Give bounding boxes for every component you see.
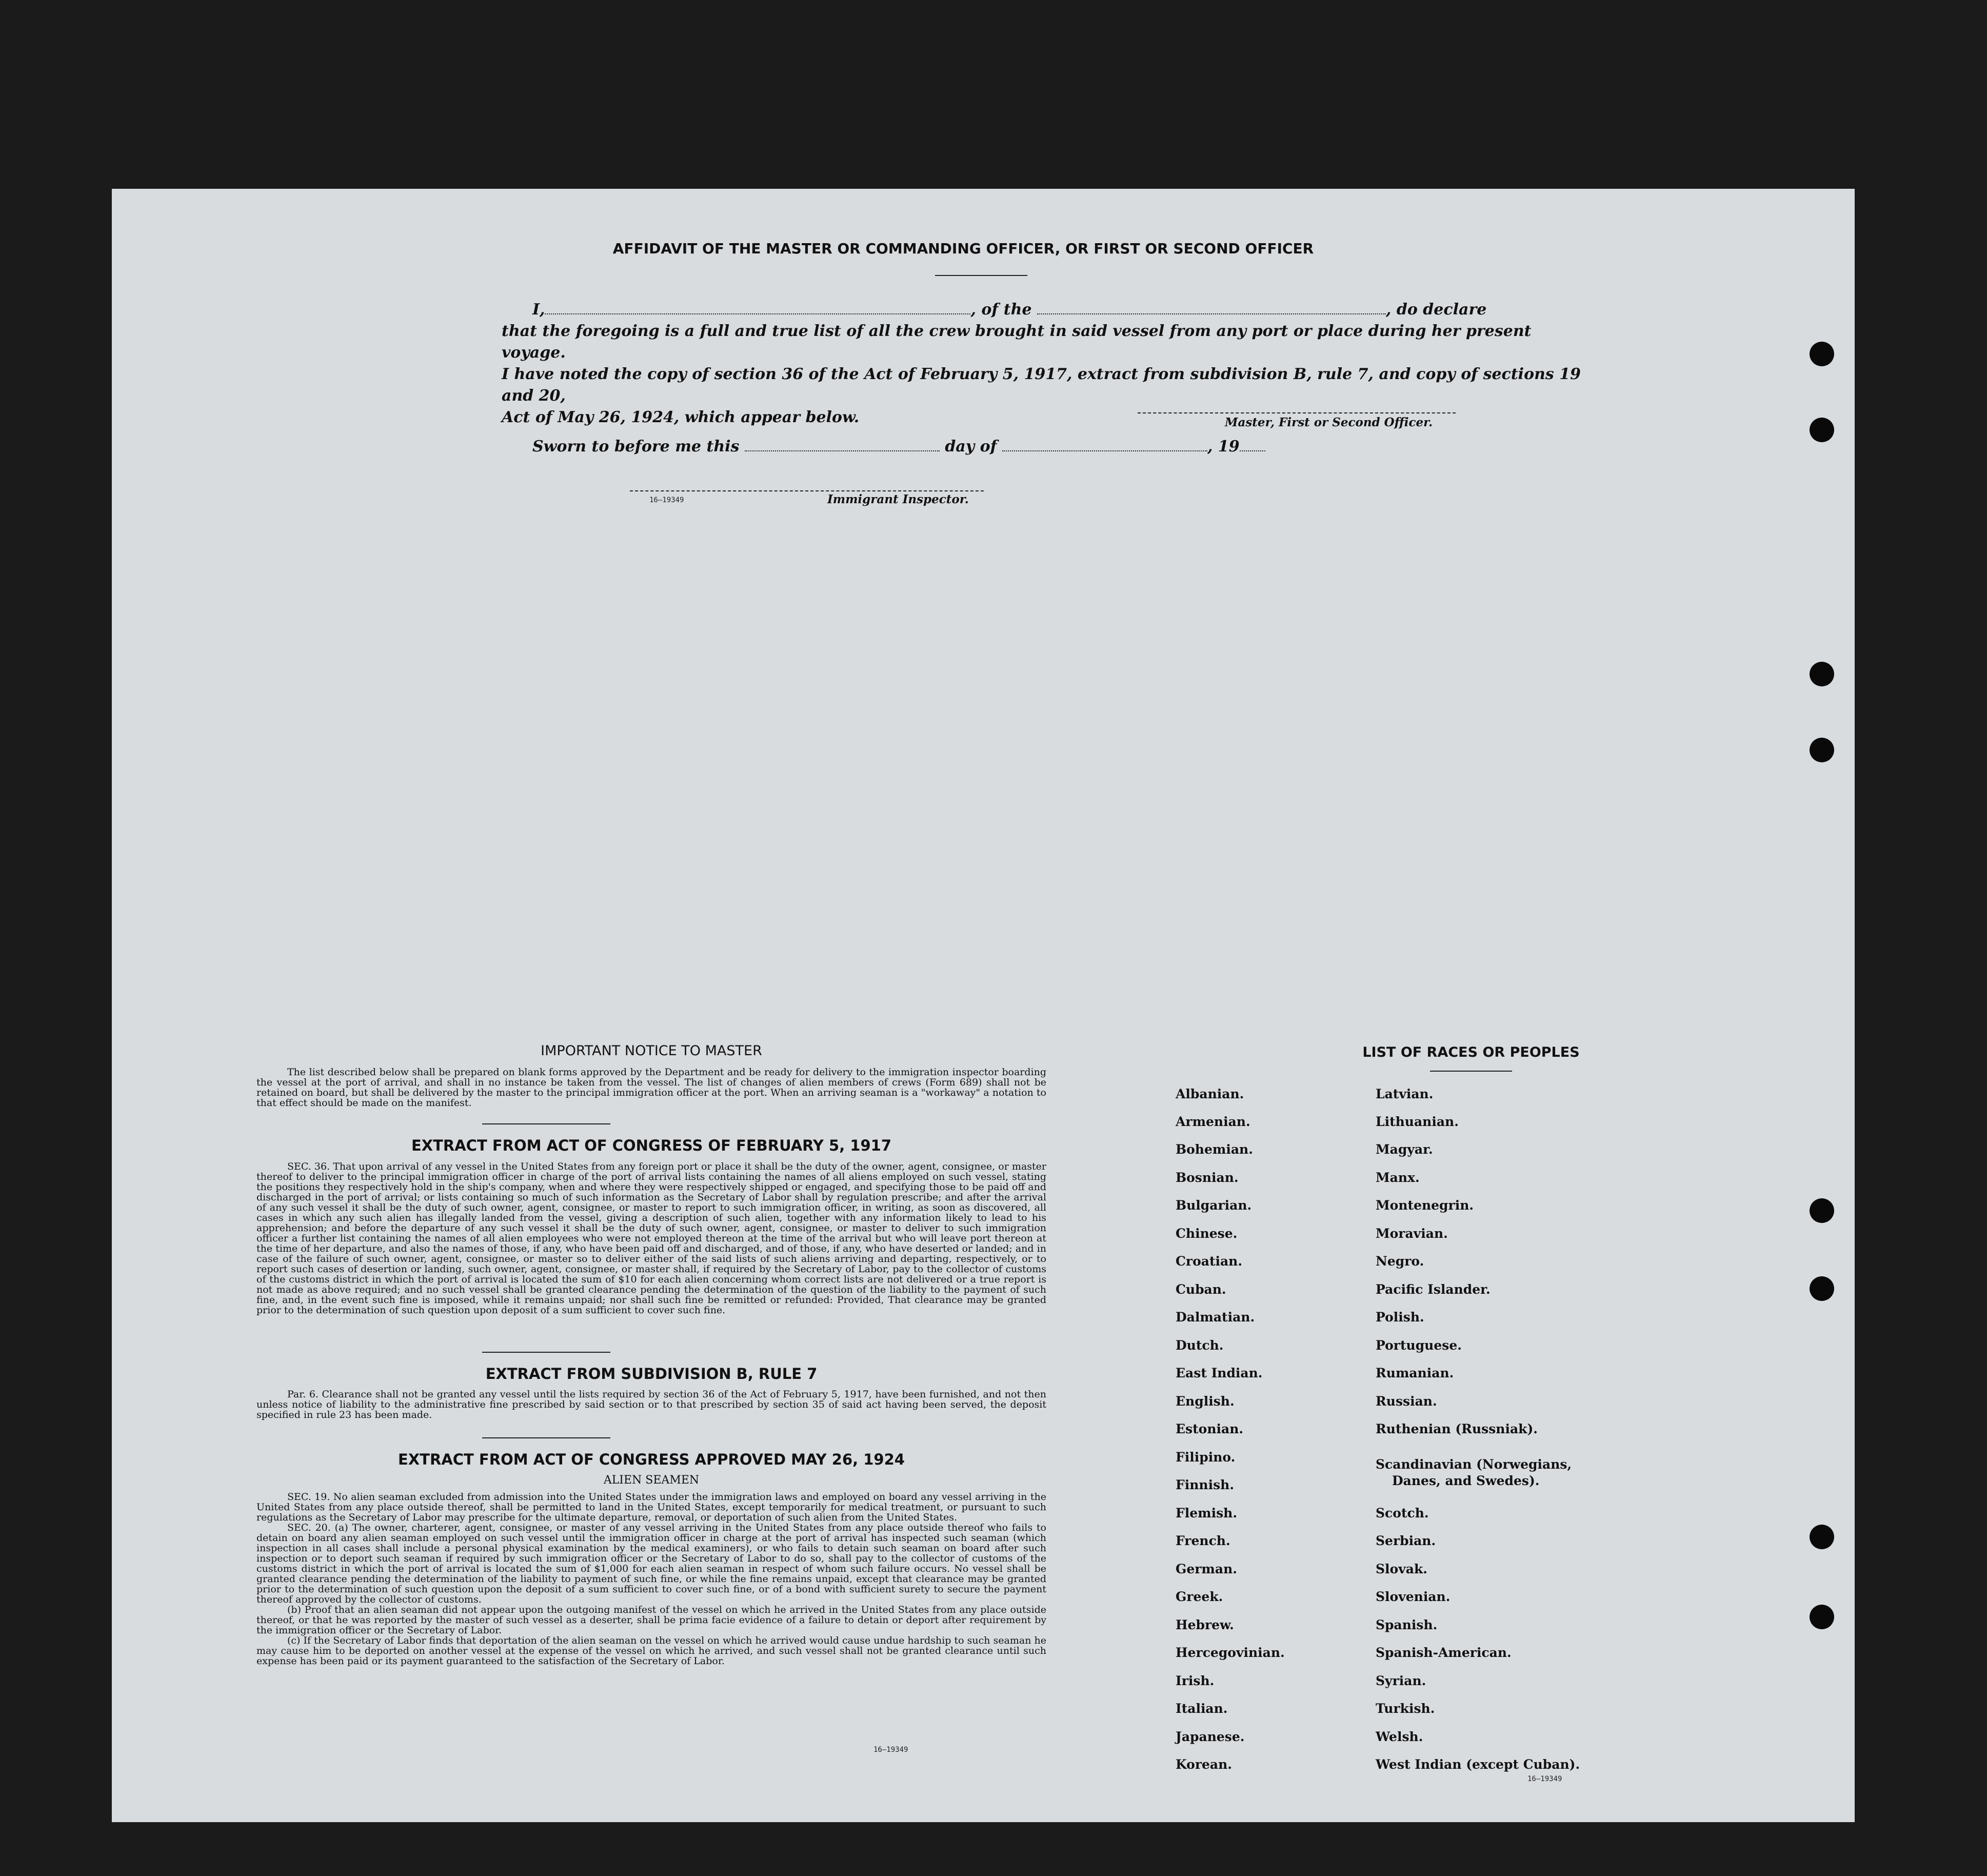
extract-1924-title: EXTRACT FROM ACT OF CONGRESS APPROVED MAY 26, 1924 bbox=[398, 1451, 905, 1468]
race-item: Bosnian. bbox=[1176, 1170, 1239, 1185]
race-item: Bulgarian. bbox=[1176, 1198, 1252, 1213]
sec19-text: SEC. 19. No alien seaman excluded from admission into the United States under the immigration laws and employed on board any vessel arriving in the United States from any place outside thereof, shall be permitted to land in the United States, except temporarily for medical treatment, or pursuant to such regulations as the Secretary of Labor may prescribe for the ultimate departure, removal, or deportation of such alien from the United States. bbox=[256, 1491, 1046, 1523]
race-item: West Indian (except Cuban). bbox=[1376, 1757, 1580, 1772]
race-item: Welsh. bbox=[1376, 1729, 1423, 1744]
vessel-name-blank bbox=[1037, 313, 1386, 314]
race-item: Estonian. bbox=[1176, 1421, 1244, 1436]
sworn-day-blank bbox=[745, 450, 940, 451]
master-signature-line bbox=[1138, 412, 1456, 413]
race-item: Magyar. bbox=[1376, 1142, 1433, 1157]
punch-hole bbox=[1810, 662, 1834, 686]
race-item: Hercegovinian. bbox=[1176, 1645, 1285, 1660]
affidavit-do-declare: , do declare bbox=[1385, 301, 1487, 319]
race-item: East Indian. bbox=[1176, 1366, 1263, 1380]
race-item: Serbian. bbox=[1376, 1533, 1436, 1548]
punch-hole bbox=[1810, 738, 1834, 762]
sec20a-text: SEC. 20. (a) The owner, charterer, agent, consignee, or master of any vessel arriving in the United States from any place outside thereof who fails to detain on board any alien seaman employed on such vessel until the immigration officer in charge at the port of arrival has inspected such seaman (which inspection in all cases shall include a personal physical examination by the medical examiners), or who fails to detain such seaman on board after such inspection or to deport such seaman if required by such immigration officer or the Secretary of Labor to do so, shall pay to the collector of customs of the customs district in which the port of arrival is located the sum of $1,000 for each alien seaman in respect of whom such failure occurs. No vessel shall be granted clearance pending the determination of the liability to payment of such fine, or while the fine remains unpaid, except that clearance may be granted prior to the determination of such question upon the deposit of a sum sufficient to cover such fine, or of a bond with sufficient surety to secure the payment thereof approved by the collector of customs. bbox=[256, 1522, 1046, 1605]
race-item: Finnish. bbox=[1176, 1477, 1235, 1492]
sworn-year: , 19 bbox=[1207, 438, 1240, 456]
race-item: Slovak. bbox=[1376, 1562, 1427, 1576]
race-item: Spanish-American. bbox=[1376, 1645, 1512, 1660]
race-item: Italian. bbox=[1176, 1701, 1228, 1716]
race-item: Croatian. bbox=[1176, 1254, 1243, 1269]
race-item: Hebrew. bbox=[1176, 1617, 1234, 1632]
affidavit-title: AFFIDAVIT OF THE MASTER OR COMMANDING OFFICER, OR FIRST OR SECOND OFFICER bbox=[612, 240, 1314, 257]
sec20b-text: (b) Proof that an alien seaman did not appear upon the outgoing manifest of the vessel on which he arrived in the United States from any place outside thereof, or that he was reported by the master of such vessel as a deserter, shall be prima facie evidence of a failure to detain or deport after requirement by the immigration officer or the Secretary of Labor. bbox=[256, 1604, 1046, 1636]
race-item: Moravian. bbox=[1376, 1226, 1448, 1241]
title-underline bbox=[935, 275, 1027, 276]
sec20c-text: (c) If the Secretary of Labor finds that deportation of the alien seaman on the vessel on which he arrived would cause undue hardship to such seaman he may cause him to be deported on another vessel at the expense of the vessel on which he arrived, and such vessel shall not be granted clearance until such expense has been paid or its payment guaranteed to the satisfaction of the Secretary of Labor. bbox=[256, 1635, 1046, 1667]
race-item: Pacific Islander. bbox=[1376, 1282, 1491, 1297]
races-title: LIST OF RACES OR PEOPLES bbox=[1362, 1044, 1580, 1060]
punch-hole bbox=[1810, 1605, 1834, 1629]
race-item: Flemish. bbox=[1176, 1506, 1238, 1520]
race-item: German. bbox=[1176, 1562, 1237, 1576]
race-item: Polish. bbox=[1376, 1310, 1424, 1325]
race-item: Scandinavian (Norwegians, bbox=[1376, 1457, 1572, 1472]
race-item: Filipino. bbox=[1176, 1450, 1236, 1465]
punch-hole bbox=[1810, 342, 1834, 366]
inspector-signature-line bbox=[630, 490, 984, 491]
races-divider bbox=[1430, 1071, 1512, 1072]
form-number-bottom-left: 16—19349 bbox=[873, 1746, 908, 1754]
document-page bbox=[112, 189, 1855, 1822]
race-item: Russian. bbox=[1376, 1394, 1437, 1409]
extract-rule7-divider bbox=[482, 1437, 610, 1438]
punch-hole bbox=[1810, 1276, 1834, 1301]
affidavit-of-the: , of the bbox=[970, 301, 1032, 319]
notice-title: IMPORTANT NOTICE TO MASTER bbox=[541, 1043, 762, 1059]
extract-1917-body: SEC. 36. That upon arrival of any vessel in the United States from any foreign port or place it shall be the duty of the owner, agent, consignee, or master thereof to deliver to the principal immigration officer in charge of the port of arrival lists containing the names of all aliens employed on such vessel, stating the positions they respectively hold in the ship's company, when and where they were respectively shipped or engaged, and specifying those to be paid off and discharged in the port of arrival; or lists containing so much of such information as the Secretary of Labor shall by regulation prescribe; and after the arrival of any such vessel it shall be the duty of such owner, agent, consignee, or master to report to such immigration officer, in writing, as soon as discovered, all cases in which any such alien has illegally landed from the vessel, giving a description of such alien, together with any information likely to lead to his apprehension; and before the departure of any such vessel it shall be the duty of such owner, agent, consignee, or master to deliver to such immigration officer a further list containing the names of all alien employees who were not employed thereon at the time of the arrival but who will leave port thereon at the time of her departure, and also the names of those, if any, who have been paid off and discharged, and of those, if any, who have deserted or landed; and in case of the failure of such owner, agent, consignee, or master so to deliver either of the said lists of such aliens arriving and departing, respectively, or to report such cases of desertion or landing, such owner, agent, consignee, or master shall, if required by the Secretary of Labor, pay to the collector of customs of the customs district in which the port of arrival is located the sum of $10 for each alien concerning whom correct lists are not delivered or a true report is not made as above required; and no such vessel shall be granted clearance pending the determination of the question of the liability to the payment of such fine, and, in the event such fine is imposed, while it remains unpaid; nor shall such fine be remitted or refunded: Provided, That clearance may be granted prior to the determination of such question upon deposit of a sum sufficient to cover such fine. bbox=[256, 1161, 1046, 1316]
race-item: Dalmatian. bbox=[1176, 1310, 1255, 1325]
race-item: Cuban. bbox=[1176, 1282, 1226, 1297]
race-item: Lithuanian. bbox=[1376, 1114, 1459, 1129]
race-item: Korean. bbox=[1176, 1757, 1233, 1772]
affidavit-line-2: that the foregoing is a full and true list of all the crew brought in said vessel from any port or place during her present voyage. bbox=[502, 322, 1532, 362]
race-item: Greek. bbox=[1176, 1589, 1223, 1604]
race-item: Slovenian. bbox=[1376, 1589, 1450, 1604]
affidavit-i: I, bbox=[532, 301, 545, 319]
race-item: Syrian. bbox=[1376, 1673, 1426, 1688]
affidavit-body bbox=[502, 299, 1584, 428]
sworn-line bbox=[532, 436, 1404, 458]
extract-1924-body bbox=[256, 1492, 1046, 1666]
form-number-top: 16—19349 bbox=[649, 496, 684, 504]
race-item: Japanese. bbox=[1176, 1729, 1245, 1744]
race-item: Albanian. bbox=[1176, 1087, 1244, 1101]
notice-body: The list described below shall be prepared on blank forms approved by the Department and be ready for delivery to the immigration inspector boarding the vessel at the port of arrival, and shall in no instance be taken from the vessel. The list of changes of alien members of crews (Form 689) shall not be retained on board, but shall be delivered by the master to the principal immigration officer at the port. When an arriving seaman is a "workaway" a notation to that effect should be made on the manifest. bbox=[256, 1067, 1046, 1109]
notice-divider bbox=[482, 1123, 610, 1124]
extract-1917-divider bbox=[482, 1352, 610, 1353]
sworn-prefix: Sworn to before me this bbox=[532, 438, 740, 456]
sworn-day-of: day of bbox=[945, 438, 997, 456]
extract-1924-subtitle: ALIEN SEAMEN bbox=[603, 1474, 700, 1487]
race-item: Montenegrin. bbox=[1376, 1198, 1474, 1213]
inspector-label: Immigrant Inspector. bbox=[827, 492, 969, 506]
extract-rule7-body: Par. 6. Clearance shall not be granted any vessel until the lists required by section 36 of the Act of February 5, 1917, have been furnished, and not then unless notice of liability to the administrative fine prescribed by said section or to that prescribed by section 35 of said act having been served, the deposit specified in rule 23 has been made. bbox=[256, 1389, 1046, 1420]
race-item: Turkish. bbox=[1376, 1701, 1435, 1716]
race-item: English. bbox=[1176, 1394, 1235, 1409]
affidavit-line-3: I have noted the copy of section 36 of the Act of February 5, 1917, extract from subdivision B, rule 7, and copy of sections 19 and 20, bbox=[502, 365, 1581, 405]
race-item: Latvian. bbox=[1376, 1087, 1434, 1101]
punch-hole bbox=[1810, 1198, 1834, 1223]
sworn-month-blank bbox=[1002, 450, 1207, 451]
race-item: Manx. bbox=[1376, 1170, 1420, 1185]
race-item: Ruthenian (Russniak). bbox=[1376, 1421, 1538, 1436]
form-number-bottom-right: 16—19349 bbox=[1527, 1775, 1562, 1783]
extract-1917-title: EXTRACT FROM ACT OF CONGRESS OF FEBRUARY 5, 1917 bbox=[411, 1137, 892, 1154]
sworn-year-blank bbox=[1240, 450, 1265, 451]
race-item: French. bbox=[1176, 1533, 1230, 1548]
affidavit-line-1 bbox=[502, 299, 1584, 321]
race-item: Armenian. bbox=[1176, 1114, 1250, 1129]
race-item-continuation: Danes, and Swedes). bbox=[1392, 1473, 1540, 1488]
master-name-blank bbox=[545, 313, 970, 314]
master-signature-label: Master, First or Second Officer. bbox=[1225, 416, 1433, 429]
extract-rule7-title: EXTRACT FROM SUBDIVISION B, RULE 7 bbox=[485, 1365, 818, 1383]
race-item: Scotch. bbox=[1376, 1506, 1429, 1520]
race-item: Spanish. bbox=[1376, 1617, 1438, 1632]
race-item: Irish. bbox=[1176, 1673, 1215, 1688]
race-item: Bohemian. bbox=[1176, 1142, 1253, 1157]
race-item: Portuguese. bbox=[1376, 1338, 1462, 1353]
race-item: Rumanian. bbox=[1376, 1366, 1454, 1380]
race-item: Negro. bbox=[1376, 1254, 1424, 1269]
punch-hole bbox=[1810, 1525, 1834, 1549]
race-item: Chinese. bbox=[1176, 1226, 1238, 1241]
race-item: Dutch. bbox=[1176, 1338, 1224, 1353]
punch-hole bbox=[1810, 418, 1834, 442]
affidavit-line-4: Act of May 26, 1924, which appear below. bbox=[502, 408, 860, 426]
